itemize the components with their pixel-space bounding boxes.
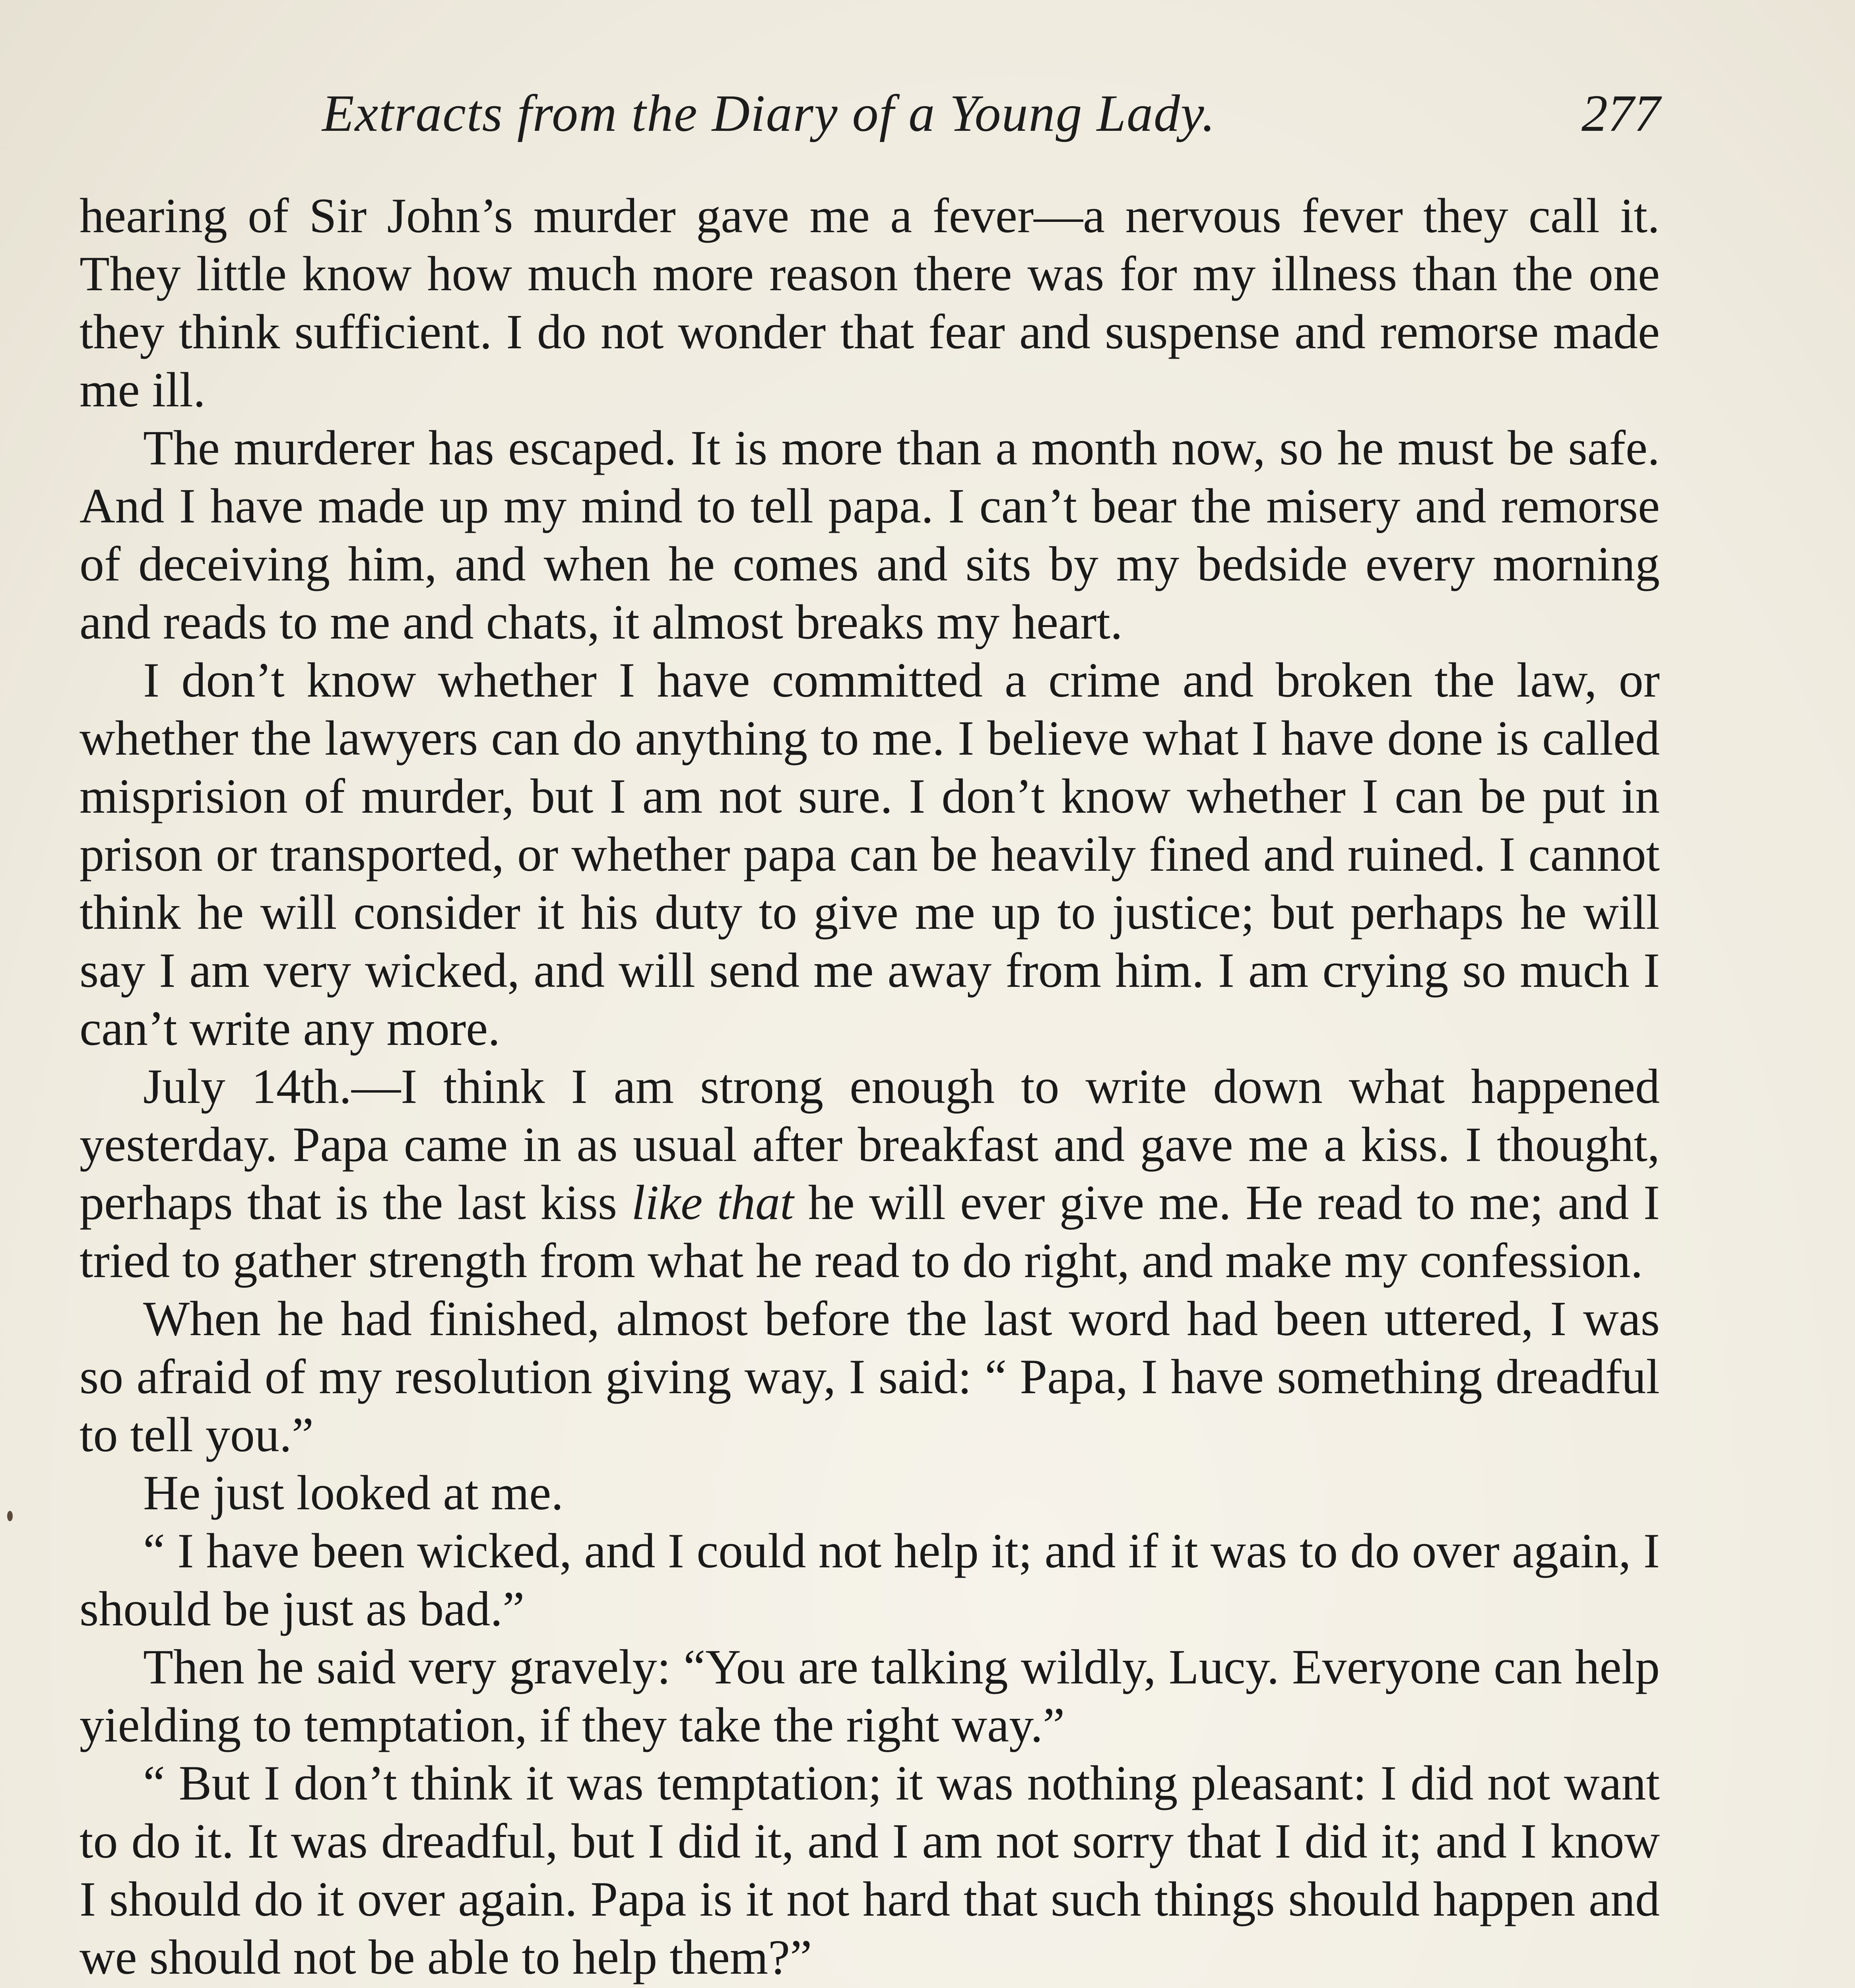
paragraph-4-diary-entry	[80, 1058, 1660, 1290]
paragraph-4-text-a: July 14th.—I think I am strong enough to write down what happened yesterday. Papa came in as usual after breakfast and gave me a kiss. I thought, perhaps that is the last kiss	[80, 1059, 1660, 1230]
body-text	[80, 187, 1660, 1988]
paragraph-8: Then he said very gravely: “You are talking wildly, Lucy. Everyone can help yielding to temptation, if they take the right way.”	[80, 1640, 1660, 1752]
paragraph-9: “ But I don’t think it was temptation; it was nothing pleasant: I did not want to do it. It was dreadful, but I did it, and I am not sorry that I did it; and I know I should do it over again. Papa is it not hard that such things should happen and we should not be able to help them?”	[80, 1756, 1660, 1984]
paragraph-5: When he had finished, almost before the last word had been uttered, I was so afraid of my resolution giving way, I said: “ Papa, I have something dreadful to tell you.”	[80, 1291, 1660, 1462]
running-title: Extracts from the Diary of a Young Lady.	[322, 84, 1216, 142]
paragraph-4-text-b: he will ever give me. He read to me; and I tried to gather strength from what he read to do right, and make my confession.	[80, 1175, 1660, 1288]
paragraph-6: He just looked at me.	[143, 1466, 564, 1520]
paragraph-7: “ I have been wicked, and I could not help it; and if it was to do over again, I should be just as bad.”	[80, 1524, 1660, 1636]
paragraph-1: hearing of Sir John’s murder gave me a fever—a nervous fever they call it. They little know how much more reason there was for my illness than the one they think sufficient. I do not wonder that fear and suspense and remorse made me ill.	[80, 188, 1660, 417]
paragraph-3: I don’t know whether I have committed a crime and broken the law, or whether the lawyers can do anything to me. I believe what I have done is called misprision of murder, but I am not sure. I don’t know whether I can be put in prison or transported, or whether papa can be heavily fined and ruined. I cannot think he will consider it his duty to give me up to justice; but perhaps he will say I am very wicked, and will send me away from him. I am crying so much I can’t write any more.	[80, 653, 1660, 1056]
page-number: 277	[1581, 84, 1660, 142]
paragraph-4-emphasis: like that	[631, 1175, 794, 1230]
paragraph-2: The murderer has escaped. It is more than a month now, so he must be safe. And I have made up my mind to tell papa. I can’t bear the misery and remorse of deceiving him, and when he comes and sits by my bedside every morning and reads to me and chats, it almost breaks my heart.	[80, 421, 1660, 649]
paper-speck	[7, 1511, 13, 1521]
page-header	[322, 80, 1660, 147]
paragraph-10	[80, 1986, 1660, 1988]
